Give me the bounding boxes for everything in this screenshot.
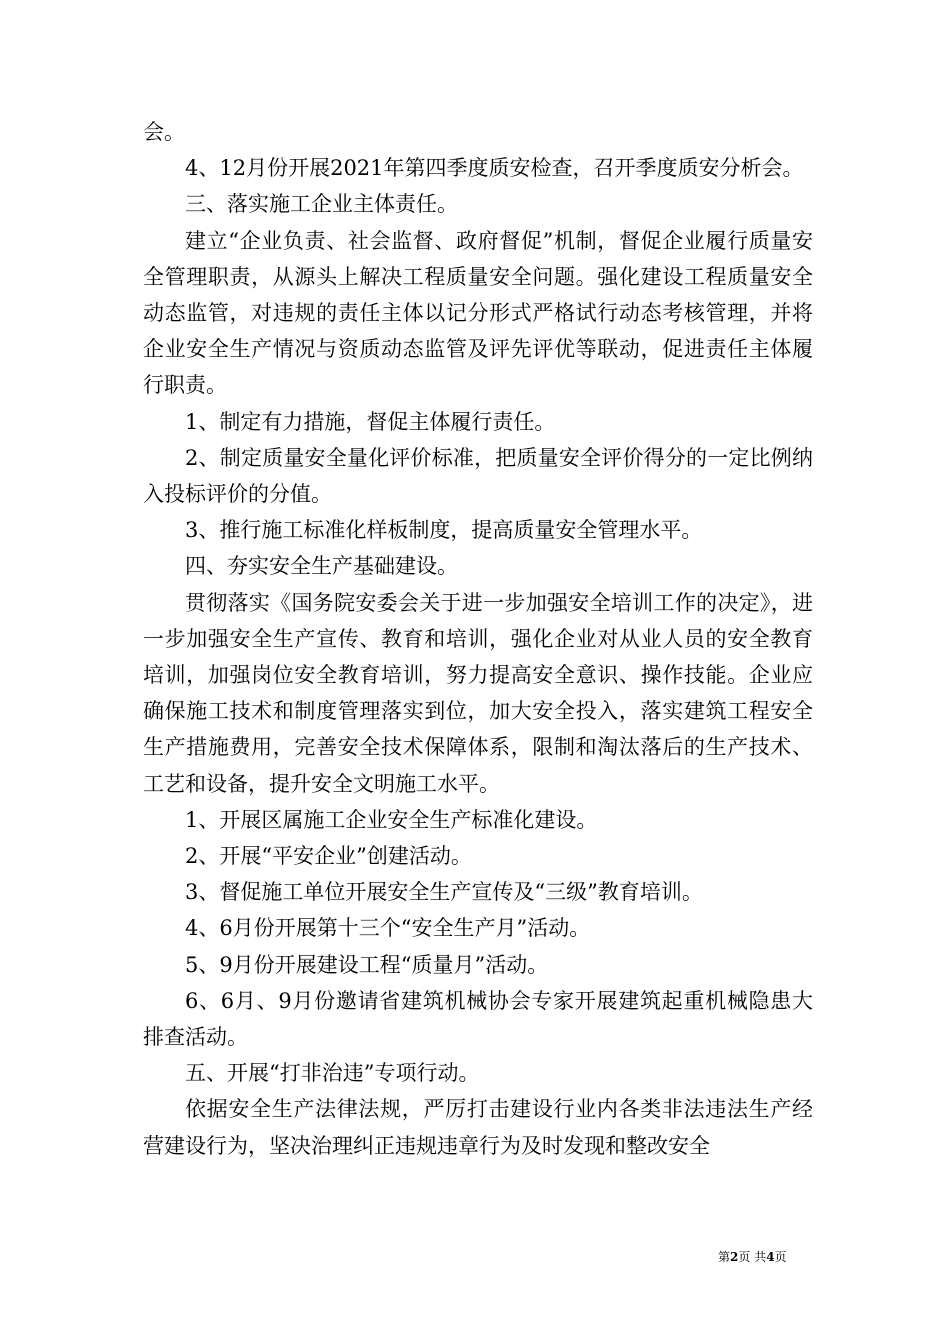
footer-middle: 页 共 bbox=[738, 1250, 767, 1264]
list-item: 3、督促施工单位开展安全生产宣传及“三级”教育培训。 bbox=[185, 880, 703, 905]
list-item: 3、推行施工标准化样板制度，提高质量安全管理水平。 bbox=[185, 518, 703, 543]
section-heading: 四、夯实安全生产基础建设。 bbox=[185, 554, 458, 579]
list-item: 2、制定质量安全量化评价标准，把质量安全评价得分的一定比例纳入投标评价的分值。 bbox=[143, 445, 813, 507]
paragraph: 会。 bbox=[143, 120, 185, 144]
footer-suffix: 页 bbox=[774, 1250, 787, 1264]
section-heading: 三、落实施工企业主体责任。 bbox=[185, 192, 458, 217]
paragraph: 建立“企业负责、社会监督、政府督促”机制，督促企业履行质量安全管理职责，从源头上解决工程质量安全问题。强化建设工程质量安全动态监管，对违规的责任主体以记分形式严格试行动态考核管理，并将企业安全生产情况与资质动态监管及评先评优等联动，促进责任主体履行职责。 bbox=[143, 228, 813, 398]
total-pages-number: 4 bbox=[766, 1250, 775, 1264]
list-item: 1、制定有力措施，督促主体履行责任。 bbox=[185, 409, 556, 434]
paragraph: 贯彻落实《国务院安委会关于进一步加强安全培训工作的决定》，进一步加强安全生产宣传、教育和培训，强化企业对从业人员的安全教育培训，加强岗位安全教育培训，努力提高安全意识、操作技能。企业应确保施工技术和制度管理落实到位，加大安全投入，落实建筑工程安全生产措施费用，完善安全技术保障体系，限制和淘汰落后的生产技术、工艺和设备，提升安全文明施工水平。 bbox=[143, 590, 813, 796]
page-number-footer bbox=[718, 1248, 787, 1265]
footer-prefix: 第 bbox=[718, 1250, 731, 1264]
list-item: 5、9月份开展建设工程“质量月”活动。 bbox=[185, 952, 549, 977]
section-heading: 五、开展“打非治违”专项行动。 bbox=[185, 1061, 480, 1086]
list-item: 1、开展区属施工企业安全生产标准化建设。 bbox=[185, 807, 598, 832]
paragraph: 依据安全生产法律法规，严厉打击建设行业内各类非法违法生产经营建设行为，坚决治理纠正违规违章行为及时发现和整改安全 bbox=[143, 1097, 813, 1158]
current-page-number: 2 bbox=[730, 1250, 739, 1264]
list-item: 2、开展“平安企业”创建活动。 bbox=[185, 844, 472, 869]
paragraph: 4、12月份开展2021年第四季度质安检查，召开季度质安分析会。 bbox=[185, 156, 804, 181]
document-body bbox=[143, 114, 813, 1164]
list-item: 4、6月份开展第十三个“安全生产月”活动。 bbox=[185, 916, 591, 941]
list-item: 6、6月、9月份邀请省建筑机械协会专家开展建筑起重机械隐患大排查活动。 bbox=[143, 988, 813, 1050]
